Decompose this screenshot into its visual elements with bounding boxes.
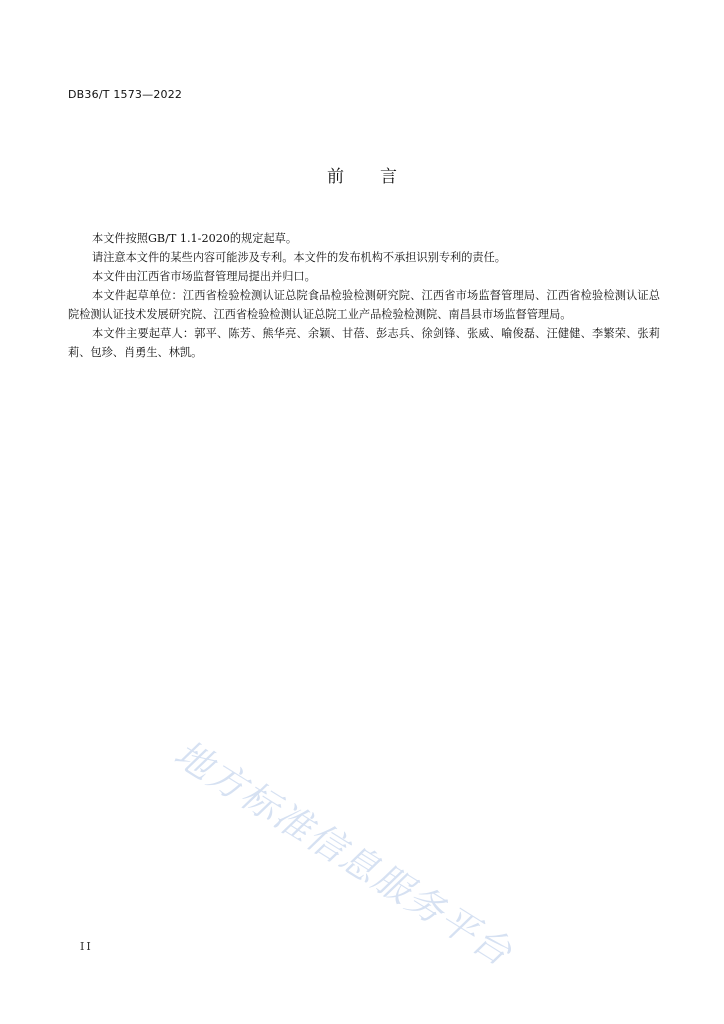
paragraph-patent-notice: 请注意本文件的某些内容可能涉及专利。本文件的发布机构不承担识别专利的责任。 (92, 251, 506, 264)
watermark: 地方标准信息服务平台 (166, 731, 521, 975)
document-code: DB36/T 1573—2022 (68, 88, 183, 101)
paragraph-drafting-rules: 本文件按照GB/T 1.1-2020的规定起草。 (92, 232, 298, 245)
paragraph-drafting-units: 本文件起草单位：江西省检验检测认证总院食品检验检测研究院、江西省市场监督管理局、江西省检验检测认证总院检测认证技术发展研究院、江西省检验检测认证总院工业产品检验检测院、南昌县市场监督管理局。 (68, 289, 660, 321)
paragraph-drafters: 本文件主要起草人：郭平、陈芳、熊华亮、余颖、甘蓓、彭志兵、徐剑锋、张威、喻俊磊、汪健健、李繁荣、张莉莉、包珍、肖勇生、林凯。 (68, 327, 660, 359)
paragraph-proposer: 本文件由江西省市场监督管理局提出并归口。 (92, 270, 316, 283)
foreword-body (68, 229, 660, 362)
page-number: II (80, 940, 93, 953)
page-title: 前言 (327, 167, 433, 187)
